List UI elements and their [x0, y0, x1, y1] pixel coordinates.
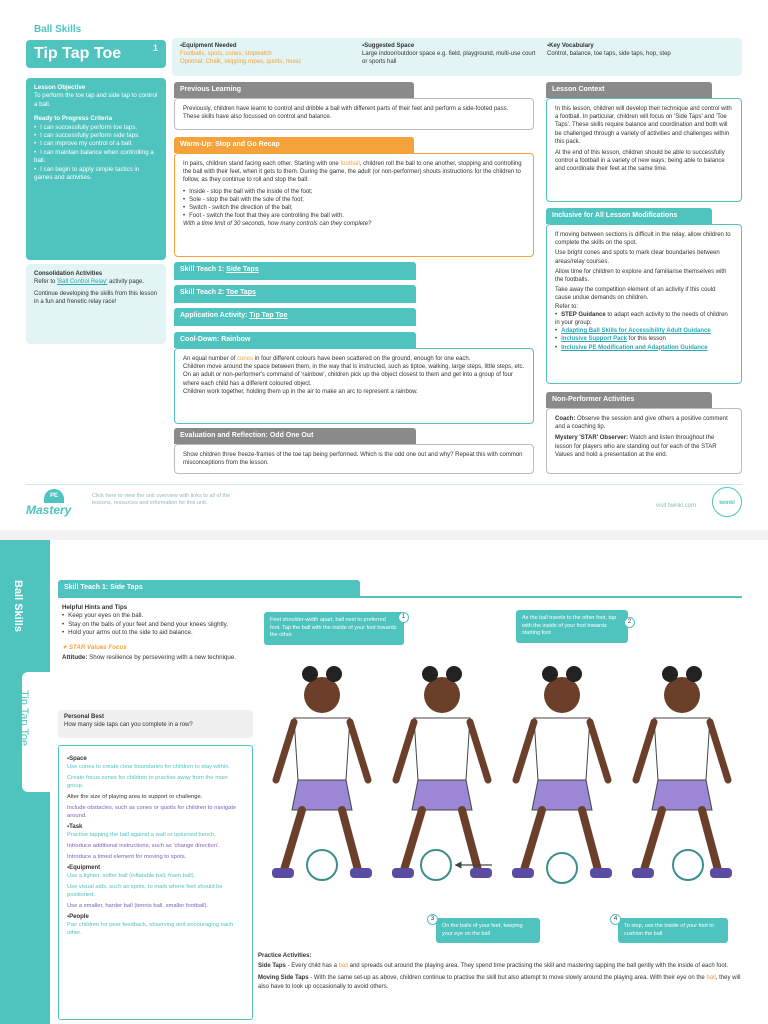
task-item: Introduce a timed element for moving to spots. [67, 854, 187, 860]
consolidation-text: Continue developing the skills from this lesson in a fun and frenetic relay race! [34, 291, 158, 305]
practice-moving-side-taps: Moving Side Taps - With the same set-up as above, children continue to practise the skill but also attempt to move slowly around the playing area. With their eye on the ball, they will also have to look up occasionally to avoid others. [258, 975, 741, 990]
inclusive-p4: Take away the competition element of an activity if this could cause undue demands on children. [555, 287, 716, 302]
side-taps-illustration [262, 660, 742, 910]
inclusive-p1: If moving between sections is difficult in the relay, allow children to complete the skills on the spot. [555, 232, 731, 247]
inclusive-links [555, 311, 733, 352]
practice-heading: Practice Activities: [258, 953, 312, 959]
inclusive-pe-item[interactable] [555, 344, 733, 352]
objective-heading: Lesson Objective [34, 84, 86, 91]
ready-heading: Ready to Progress Criteria [34, 115, 113, 123]
cooldown-p3: On an adult or non-performer's command of 'rainbow', children pick up the object closest to them and get into a group of four where each child has a different coloured object. [183, 372, 513, 387]
brand-label: Ball Skills [34, 24, 82, 35]
skill-teach-1-link[interactable]: Side Taps [226, 266, 259, 273]
evaluation-tab: Evaluation and Reflection: Odd One Out [174, 428, 416, 444]
warmup-box [174, 153, 534, 257]
consolidation-panel [26, 264, 166, 344]
child-figure-4 [632, 666, 732, 880]
inclusive-box [546, 224, 742, 384]
twinkl-url[interactable]: visit twinkl.com [656, 503, 697, 509]
equipment-heading: ▪Equipment [67, 865, 101, 871]
footer [26, 484, 742, 524]
callout-number: 4 [610, 914, 621, 925]
task-heading: ▪Task [67, 824, 83, 830]
hair-bun [326, 666, 342, 682]
cooldown-tab: Cool-Down: Rainbow [174, 332, 416, 348]
equipment-heading: ▪Equipment Needed [180, 43, 237, 49]
ready-item: • I can successfully perform side taps. [34, 132, 158, 140]
context-p1: In this lesson, children will develop their technique and control with a football. In particular, children will focus on 'Side Taps' and 'Toe Taps'. These skills require balance and coordination and both will be challenged through a variety of activities and challenges within this pack. [555, 106, 732, 145]
people-heading: ▪People [67, 914, 89, 920]
adapting-guidance-item[interactable] [555, 327, 733, 335]
head [304, 677, 340, 713]
side-title: Tip Tap Toe [18, 690, 30, 747]
unit-overview-link[interactable]: Click here to view the unit overview with links to all of the lessons, resources and information for this unit. [92, 493, 231, 506]
star-observer-text: Mystery 'STAR' Observer: Watch and listen throughout the lesson for players who are standing out for each of the STAR Values and hold a presentation at the end. [555, 435, 717, 458]
non-performer-box [546, 408, 742, 474]
callout-4: To stop, use the inside of your foot to cushion the ball [618, 918, 728, 943]
ready-item: • I can successfully perform toe taps. [34, 124, 158, 132]
warmup-item: • Inside - stop the ball with the inside of the foot; [183, 188, 525, 196]
inclusive-p2: Use bright cones and spots to mark clear boundaries between areas/relay courses. [555, 250, 720, 265]
application-activity-tab[interactable]: Application Activity: Tip Tap Toe [174, 308, 416, 326]
mastery-wordmark: Mastery [26, 503, 72, 517]
application-activity-link[interactable]: Tip Tap Toe [249, 312, 288, 319]
space-item: Create focus zones for children to practise away from the main group. [67, 775, 228, 789]
hints-section [62, 604, 252, 662]
space-heading: ▪Space [67, 756, 87, 762]
practice-activities [258, 952, 742, 991]
side-brand: Ball Skills [12, 580, 24, 632]
warmup-tab: Warm-Up: Stop and Go Recap [174, 137, 414, 153]
callout-2: As the ball travels to the other foot, tap with the inside of your foot towards starting foot [516, 610, 628, 643]
cooldown-p2: Children move around the space between them, in the way that is instructed, such as tiptoe, walking, large steps, little steps, etc. [183, 364, 525, 371]
practice-side-taps: Side Taps - Every child has a ball and spreads out around the playing area. They spend time practising the skill and mastering tapping the ball gently with the inside of each foot. [258, 963, 729, 970]
vocabulary-text: Control, balance, toe taps, side taps, hop, step [547, 51, 671, 57]
equipment-item: Use a lighter, softer ball (inflatable ball, foam ball). [67, 873, 196, 879]
previous-learning-tab: Previous Learning [174, 82, 414, 98]
lesson-context-box [546, 98, 742, 202]
non-performer-tab: Non-Performer Activities [546, 392, 712, 408]
hair-bun [302, 666, 318, 682]
child-figure-1 [272, 666, 372, 880]
cooldown-p1: An equal number of cones in four different colours have been scattered on the ground, enough for one each. [183, 356, 471, 362]
inclusive-p3: Allow time for children to explore and familiarise themselves with the footballs. [555, 268, 727, 284]
equipment-optional: Optional: Chalk, skipping ropes, quoits, music [180, 59, 302, 65]
callout-1: Feet shoulder-width apart, ball next to preferred foot. Tap the ball with the inside of your foot towards the other. [264, 612, 404, 645]
objective-text: To perform the toe tap and side tap to control a ball. [34, 92, 158, 108]
warmup-intro: In pairs, children stand facing each other. Starting with one football, children roll the ball to one another, stopping and controlling the ball with their feet, when it gets to them. During the game, the adult (or non-performer) shouts instructions for the children to follow, as they continue to roll and stop the ball: [183, 161, 522, 184]
space-item: Include obstacles, such as cones or quoits for children to navigate around. [67, 805, 237, 819]
ready-item: • I can begin to apply simple tactics in games and activities. [34, 166, 158, 183]
vocabulary-heading: ▪Key Vocabulary [547, 43, 594, 49]
star-values-heading: ✦ STAR Values Focus [62, 643, 127, 651]
space-text: Large indoor/outdoor space e.g. field, playground, multi-use court or sports hall [362, 51, 536, 65]
vocabulary-section [547, 42, 737, 58]
ready-item: • I can improve my control of a ball. [34, 140, 158, 148]
info-strip [172, 38, 742, 76]
twinkl-badge: twinkl [712, 487, 742, 517]
step-guidance-item: • STEP Guidance to adapt each activity to the needs of children in your group; [555, 311, 733, 327]
callout-number: 3 [427, 914, 438, 925]
ball-control-relay-link[interactable]: 'Ball Control Relay' [57, 279, 108, 285]
hints-heading: Helpful Hints and Tips [62, 604, 128, 611]
hints-list [62, 612, 252, 637]
pe-badge: PE [44, 489, 64, 503]
coach-text: Coach: Observe the session and give others a positive comment and a coaching tip. [555, 416, 728, 431]
skill-teach-2-tab[interactable]: Skill Teach 2: Toe Taps [174, 285, 416, 303]
people-item: Pair children for peer feedback, observing and encouraging each other. [67, 922, 234, 936]
hint-item: • Keep your eyes on the ball. [62, 612, 252, 620]
warmup-item: • Sole - stop the ball with the sole of the foot; [183, 196, 525, 204]
space-item: Use cones to create clear boundaries for children to stay within. [67, 764, 231, 770]
child-figure-3 [512, 666, 612, 883]
equipment-item: Use a smaller, harder ball (tennis ball, smaller football). [67, 903, 209, 909]
warmup-item: • Foot - switch the foot that they are controlling the ball with. [183, 212, 525, 220]
football [307, 850, 337, 880]
objective-panel [26, 78, 166, 260]
previous-learning-box: Previously, children have learnt to control and dribble a ball with different parts of their feet and perform a side-footed pass. These skills have also focussed on control and balance. [174, 98, 534, 130]
hint-item: • Hold your arms out to the side to aid balance. [62, 629, 252, 637]
callout-number: 1 [398, 612, 409, 623]
lesson-number: 1 [152, 43, 158, 53]
context-p2: At the end of this lesson, children should be able to successfully control a football in a variety of new ways; being able to balance and coordinate their feet at the same time. [555, 150, 725, 173]
inclusive-pe-link[interactable]: Inclusive PE Modification and Adaptation Guidance [561, 344, 708, 351]
warmup-list [183, 188, 525, 221]
header-rule [58, 596, 742, 598]
space-heading: ▪Suggested Space [362, 43, 415, 49]
personal-best-text: How many side taps can you complete in a row? [64, 722, 193, 728]
equipment-section [180, 42, 360, 66]
attitude-text: Attitude: Show resilience by persevering with a new technique. [62, 654, 237, 662]
hint-item: • Stay on the balls of your feet and bend your knees slightly. [62, 621, 252, 629]
personal-best-box [58, 710, 253, 738]
pe-mastery-logo[interactable] [26, 489, 86, 521]
inclusive-tab: Inclusive for All Lesson Modifications [546, 208, 712, 224]
side-rail [0, 540, 50, 1024]
inclusive-pack-link[interactable]: Inclusive Support Pack [561, 336, 628, 343]
consolidation-heading: Consolidation Activities [34, 271, 103, 277]
inclusive-pack-item[interactable]: • Inclusive Support Pack for this lesson [555, 335, 733, 343]
callout-number: 2 [624, 617, 635, 628]
skill-teach-2-link[interactable]: Toe Taps [226, 289, 256, 296]
steps-card [58, 745, 253, 1020]
personal-best-heading: Personal Best [64, 714, 105, 720]
inclusive-refer: Refer to: [555, 303, 579, 310]
ready-item: • I can maintain balance when controlling a ball. [34, 149, 158, 166]
task-item: Introduce additional instructions, such as 'change direction'. [67, 843, 220, 849]
callout-3: On the balls of your feet, keeping your eye on the ball [436, 918, 540, 943]
lesson-title: Tip Tap Toe 1 [26, 40, 166, 68]
space-section [362, 42, 542, 66]
space-item: Alter the size of playing area to support or challenge. [67, 794, 203, 800]
ready-list [34, 124, 158, 183]
equipment-text: Footballs, spots, cones, stopwatch [180, 51, 272, 57]
cooldown-p4: Children work together, holding them up in the air to make an arc to represent a rainbow. [183, 388, 418, 395]
skill-teach-header: Skill Teach 1: Side Taps [58, 580, 360, 596]
task-item: Practise tapping the ball against a wall or upturned bench. [67, 832, 216, 838]
child-figure-2 [392, 666, 492, 880]
evaluation-box: Show children three freeze-frames of the toe tap being performed. Which is the odd one out and why? Repeat this with common misconceptions from the lesson. [174, 444, 534, 474]
warmup-item: • Switch - switch the direction of the ball; [183, 204, 525, 212]
adapting-guidance-link[interactable]: Adapting Ball Skills for Accessibility Adult Guidance [561, 328, 711, 335]
cooldown-box [174, 348, 534, 424]
equipment-item: Use visual aids, such as spots, to mark where feet should be positioned. [67, 884, 223, 898]
skill-teach-1-tab[interactable]: Skill Teach 1: Side Taps [174, 262, 416, 280]
warmup-footer: With a time limit of 30 seconds, how many controls can they complete? [183, 221, 372, 228]
consolidation-ref: Refer to 'Ball Control Relay' activity page. [34, 279, 145, 285]
lesson-context-tab: Lesson Context [546, 82, 712, 98]
